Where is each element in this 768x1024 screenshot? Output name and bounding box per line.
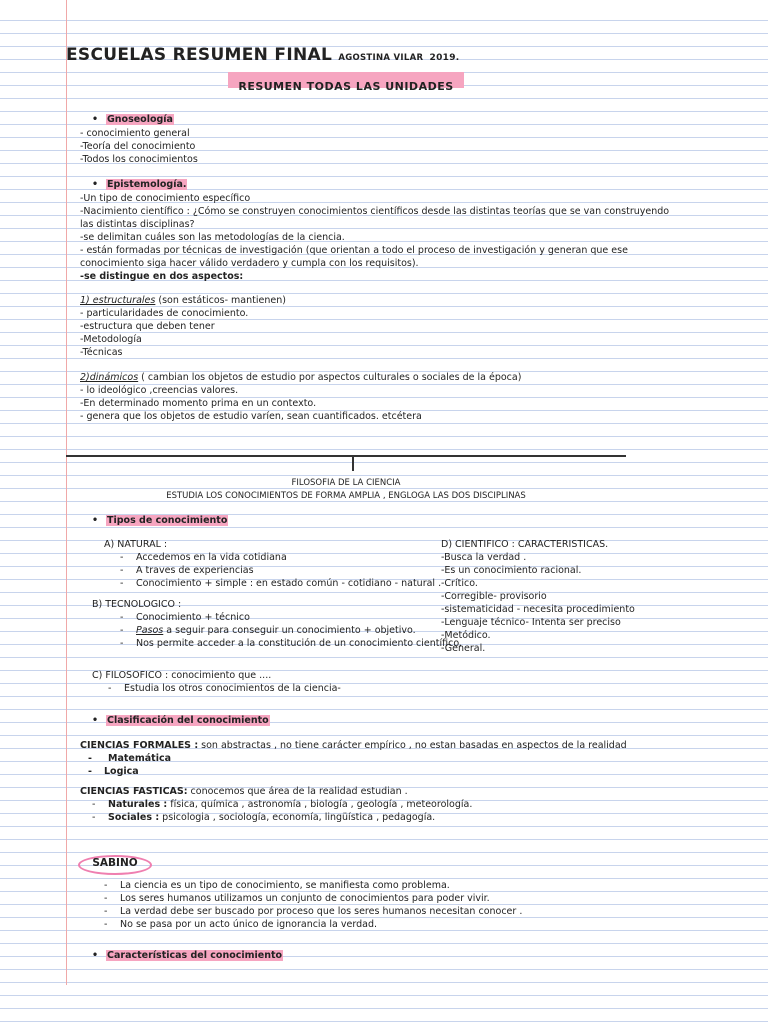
tipos-heading: Tipos de conocimiento bbox=[107, 515, 228, 526]
list-item: - La ciencia es un tipo de conocimiento, se manifiesta como problema. bbox=[100, 879, 522, 892]
filosofico-title: C) FILOSOFICO : bbox=[92, 670, 169, 681]
list-item: -En determinado momento prima en un contexto. bbox=[80, 398, 317, 409]
list-item: -se delimitan cuáles son las metodologías de la ciencia. bbox=[80, 232, 345, 243]
cientifico-title: D) CIENTIFICO : bbox=[441, 539, 515, 550]
natural-title: A) NATURAL : bbox=[104, 539, 168, 550]
estructurales-block bbox=[80, 294, 286, 359]
caracteristicas-heading: Características del conocimiento bbox=[107, 950, 283, 961]
list-item: -Nacimiento científico : ¿Cómo se construyen conocimientos científicos desde las distintas teorías que se van construyendo bbox=[80, 206, 670, 217]
tecnologico-title: B) TECNOLOGICO : bbox=[92, 599, 182, 610]
list-item: -Lenguaje técnico- Intenta ser preciso bbox=[441, 617, 621, 628]
divider-tick bbox=[352, 455, 354, 471]
list-item: - No se pasa por un acto único de ignorancia la verdad. bbox=[100, 918, 522, 931]
dinamicos-title: 2)dinámicos bbox=[80, 372, 139, 383]
estructurales-title: 1) estructurales bbox=[80, 295, 156, 306]
epistemologia-lines bbox=[80, 192, 669, 283]
list-item: - La verdad debe ser buscado por proceso que los seres humanos necesitan conocer . bbox=[100, 905, 522, 918]
banner-title: RESUMEN TODAS LAS UNIDADES bbox=[238, 80, 454, 93]
author-name: AGOSTINA VILAR bbox=[338, 53, 424, 63]
list-item: - genera que los objetos de estudio varíen, sean cuantificados. etcétera bbox=[80, 411, 422, 422]
formales-block bbox=[80, 739, 627, 778]
filosofia-title: FILOSOFIA DE LA CIENCIA bbox=[291, 478, 401, 488]
formales-text: son abstractas , no tiene carácter empírico , no estan basadas en aspectos de la realidad bbox=[198, 740, 627, 751]
list-item: - conocimiento general bbox=[80, 128, 190, 139]
list-item: - Conocimiento + técnico bbox=[116, 611, 462, 624]
list-item: - Pasos a seguir para conseguir un conocimiento + objetivo. bbox=[116, 624, 462, 637]
fasticas-text: conocemos que área de la realidad estudian . bbox=[187, 786, 408, 797]
document-title bbox=[66, 45, 460, 65]
filosofia-subtitle: ESTUDIA LOS CONOCIMIENTOS DE FORMA AMPLIA , ENGLOGA LAS DOS DISCIPLINAS bbox=[166, 491, 526, 501]
list-item: las distintas disciplinas? bbox=[80, 219, 195, 230]
list-item: -Teoría del conocimiento bbox=[80, 141, 196, 152]
list-item: - particularidades de conocimiento. bbox=[80, 308, 249, 319]
list-item: - Los seres humanos utilizamos un conjunto de conocimientos para poder vivir. bbox=[100, 892, 522, 905]
list-item: -sistematicidad - necesita procedimiento bbox=[441, 604, 635, 615]
list-item: -Es un conocimiento racional. bbox=[441, 565, 582, 576]
list-item: -Corregible- provisorio bbox=[441, 591, 547, 602]
sabino-heading: SABINO bbox=[92, 857, 138, 869]
filosofico-block bbox=[92, 669, 341, 695]
sabino-list bbox=[96, 879, 523, 931]
clasificacion-heading: Clasificación del conocimiento bbox=[107, 715, 269, 726]
list-item: - Nos permite acceder a la constitución de un conocimiento científico. bbox=[116, 637, 462, 650]
title-year: 2019. bbox=[429, 53, 460, 63]
list-item: -estructura que deben tener bbox=[80, 321, 215, 332]
tecnologico-block bbox=[92, 598, 463, 650]
list-item: - Estudia los otros conocimientos de la ciencia- bbox=[104, 682, 341, 695]
list-item: - Logica bbox=[84, 765, 631, 778]
list-item: -Todos los conocimientos bbox=[80, 154, 198, 165]
list-item: -se distingue en dos aspectos: bbox=[80, 271, 244, 282]
list-item: - Sociales : psicologia , sociología, economía, lingüística , pedagogía. bbox=[88, 811, 472, 824]
list-item: -Crítico. bbox=[441, 578, 478, 589]
list-item: -Busca la verdad . bbox=[441, 552, 527, 563]
title-text: ESCUELAS RESUMEN FINAL bbox=[66, 45, 333, 65]
list-item: -Metodología bbox=[80, 334, 142, 345]
list-item: - Matemática bbox=[84, 752, 631, 765]
cientifico-block bbox=[441, 538, 635, 655]
fasticas-label: CIENCIAS FASTICAS: bbox=[80, 786, 188, 797]
section-divider bbox=[66, 455, 626, 457]
list-item: -Técnicas bbox=[80, 347, 123, 358]
list-item: - A traves de experiencias bbox=[116, 564, 441, 577]
list-item: - Conocimiento + simple : en estado común - cotidiano - natural . bbox=[116, 577, 441, 590]
dinamicos-block bbox=[80, 371, 521, 423]
estructurales-note: (son estáticos- mantienen) bbox=[155, 295, 286, 306]
list-item: - están formadas por técnicas de investigación (que orientan a todo el proceso de investigación y generan que ese bbox=[80, 245, 628, 256]
filosofico-note: conocimiento que .... bbox=[168, 670, 272, 681]
gnoseologia-heading: Gnoseología bbox=[107, 114, 173, 125]
list-item: -Un tipo de conocimiento específico bbox=[80, 193, 251, 204]
list-item: conocimiento siga hacer válido verdadero y cumpla con los requisitos). bbox=[80, 258, 419, 269]
formales-label: CIENCIAS FORMALES : bbox=[80, 740, 199, 751]
natural-block bbox=[104, 538, 442, 590]
cientifico-note: CARACTERISTICAS. bbox=[514, 539, 609, 550]
epistemologia-heading: Epistemología. bbox=[107, 179, 187, 190]
list-item: - Accedemos en la vida cotidiana bbox=[116, 551, 441, 564]
list-item: - lo ideológico ,creencias valores. bbox=[80, 385, 239, 396]
list-item: -Metódico. bbox=[441, 630, 491, 641]
fasticas-block bbox=[80, 785, 473, 824]
list-item: - Naturales : física, química , astronomía , biología , geología , meteorología. bbox=[88, 798, 472, 811]
list-item: -General. bbox=[441, 643, 486, 654]
dinamicos-note: ( cambian los objetos de estudio por aspectos culturales o sociales de la época) bbox=[138, 372, 522, 383]
gnoseologia-lines bbox=[80, 127, 198, 166]
